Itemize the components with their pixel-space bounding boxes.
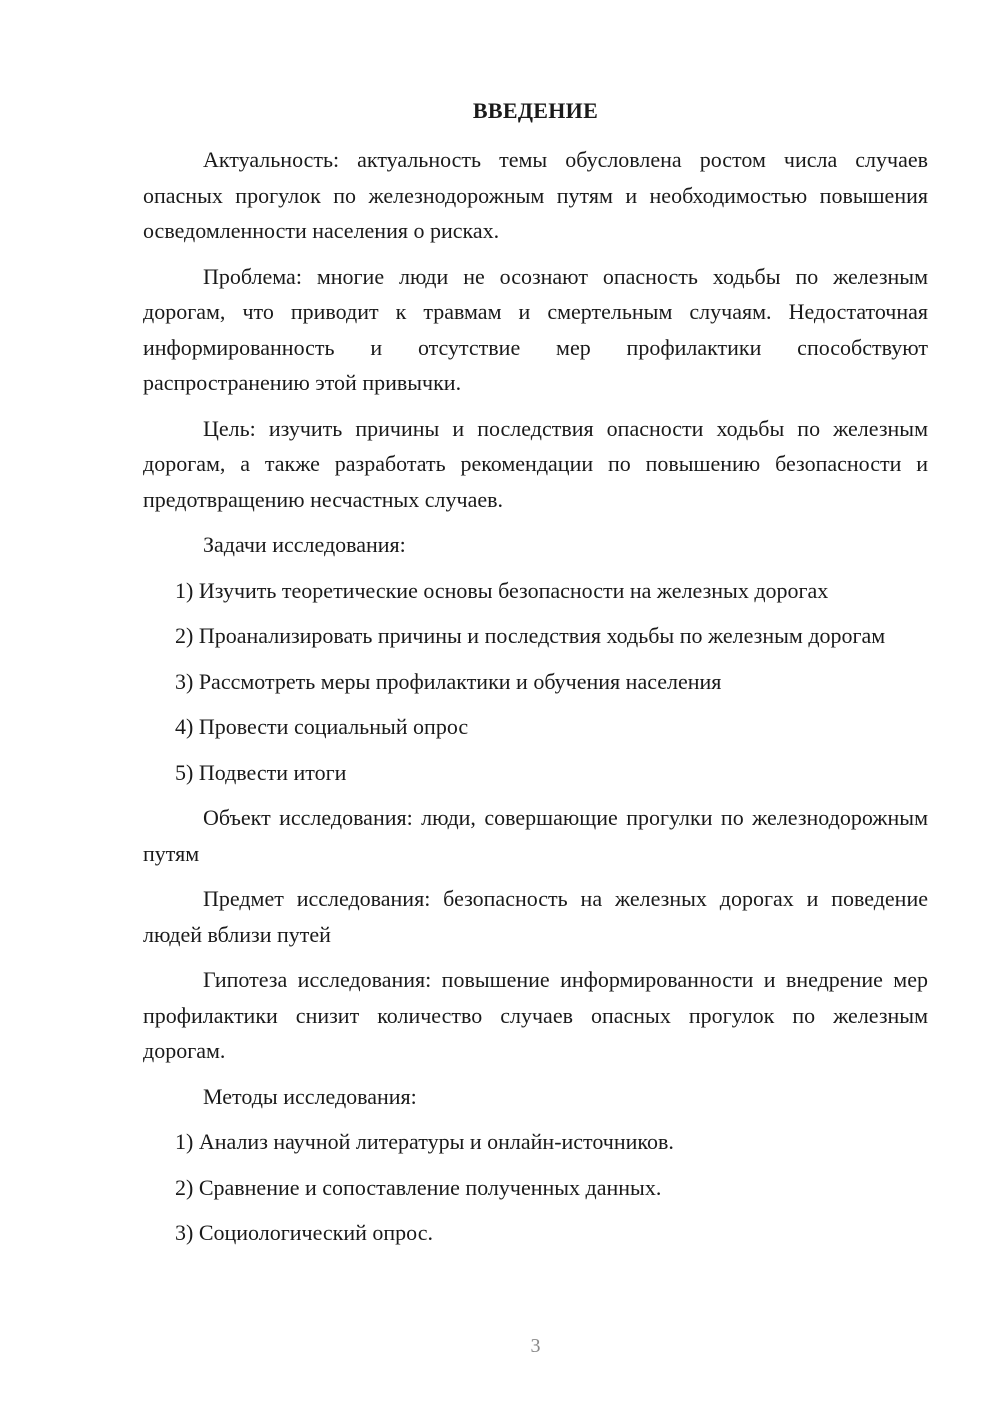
paragraph-problem: Проблема: многие люди не осознают опасность ходьбы по железным дорогам, что приводит к травмам и смертельным случаям. Недостаточная информированность и отсутствие мер профилактики способствуют распространению этой привычки.: [143, 263, 928, 395]
page-title: ВВЕДЕНИЕ: [472, 98, 599, 123]
list-item: 2) Проанализировать причины и последствия ходьбы по железным дорогам: [175, 623, 886, 648]
document-page: [143, 0, 928, 1414]
paragraph-subject: Предмет исследования: безопасность на железных дорогах и поведение людей вблизи путей: [143, 886, 928, 947]
paragraph-goal: Цель: изучить причины и последствия опасности ходьбы по железным дорогам, а также разработать рекомендации по повышению безопасности и предотвращению несчастных случаев.: [143, 415, 928, 512]
list-item: 3) Социологический опрос.: [175, 1220, 433, 1245]
methods-heading: Методы исследования:: [203, 1083, 417, 1109]
list-item: 4) Провести социальный опрос: [175, 714, 469, 739]
document-body: [143, 142, 928, 1261]
list-item: 3) Рассмотреть меры профилактики и обучения населения: [175, 668, 722, 694]
list-item: 5) Подвести итоги: [175, 759, 347, 785]
paragraph-object: Объект исследования: люди, совершающие прогулки по железнодорожным путям: [143, 805, 928, 866]
paragraph-relevance: Актуальность: актуальность темы обусловлена ростом числа случаев опасных прогулок по железнодорожным путям и необходимостью повышения осведомленности населения о рисках.: [143, 147, 928, 243]
list-item: 1) Изучить теоретические основы безопасности на железных дорогах: [175, 577, 829, 603]
list-item: 1) Анализ научной литературы и онлайн-источников.: [175, 1129, 674, 1154]
page-number: 3: [530, 1335, 541, 1357]
paragraph-hypothesis: Гипотеза исследования: повышение информированности и внедрение мер профилактики снизит количество случаев опасных прогулок по железным дорогам.: [143, 967, 928, 1063]
tasks-heading: Задачи исследования:: [203, 532, 406, 557]
list-item: 2) Сравнение и сопоставление полученных данных.: [175, 1174, 662, 1200]
